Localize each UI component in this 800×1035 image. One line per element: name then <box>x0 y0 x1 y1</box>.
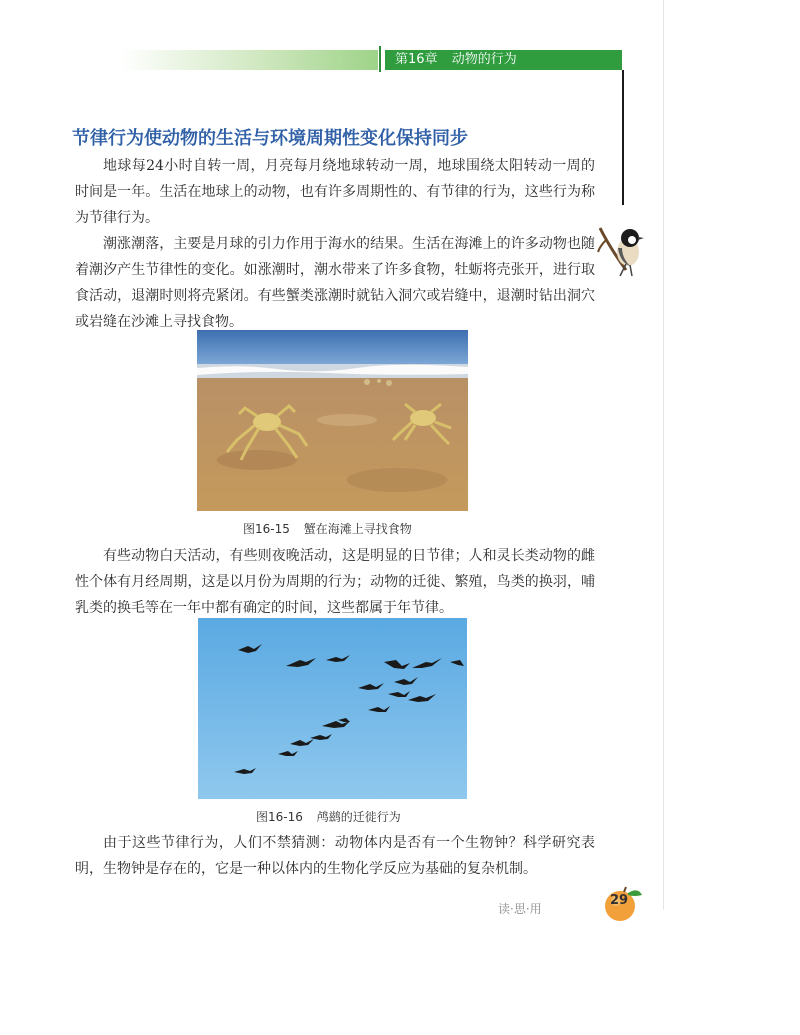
figure-16-16-text: 鸬鹚的迁徙行为 <box>316 810 401 824</box>
chapter-header <box>385 50 622 70</box>
bird-icon <box>596 218 646 278</box>
paragraph-2: 潮涨潮落，主要是月球的引力作用于海水的结果。生活在海滩上的许多动物也随着潮汐产生节律性的变化。如涨潮时，潮水带来了许多食物，牡蛎将壳张开，进行取食活动，退潮时则将壳紧闭。有些蟹类涨潮时就钻入洞穴或岩缝中，退潮时钻出洞穴或岩缝在沙滩上寻找食物。 <box>75 236 595 330</box>
figure-16-15-number: 图16-15 <box>243 522 290 536</box>
header-gradient-bar <box>120 50 378 70</box>
page-edge <box>663 0 664 910</box>
figure-16-15-caption <box>243 520 412 537</box>
figure-16-15-text: 蟹在海滩上寻找食物 <box>303 522 412 536</box>
header-separator <box>379 46 381 72</box>
figure-16-16-number: 图16-16 <box>256 810 303 824</box>
paragraph-3: 有些动物白天活动，有些则夜晚活动，这是明显的日节律；人和灵长类动物的雌性个体有月经周期，这是以月份为周期的行为；动物的迁徙、繁殖，鸟类的换羽，哺乳类的换毛等在一年中都有确定的时间，这些都属于年节律。 <box>75 548 595 616</box>
page-number: 29 <box>609 893 629 908</box>
paragraph-1: 地球每24小时自转一周，月亮每月绕地球转动一周，地球围绕太阳转动一周的时间是一年。生活在地球上的动物，也有许多周期性的、有节律的行为，这些行为称为节律行为。 <box>75 158 595 226</box>
crab-beach-photo <box>197 330 468 511</box>
footer-text: 读·思·用 <box>498 902 542 916</box>
cormorant-flight-photo <box>198 618 467 799</box>
paragraph-4: 由于这些节律行为，人们不禁猜测：动物体内是否有一个生物钟？科学研究表明，生物钟是存在的，它是一种以体内的生物化学反应为基础的复杂机制。 <box>75 835 595 877</box>
figure-16-16-caption <box>256 808 401 825</box>
chapter-title: 动物的行为 <box>451 52 517 67</box>
section-title: 节律行为使动物的生活与环境周期性变化保持同步 <box>72 128 468 149</box>
margin-rule <box>622 70 624 205</box>
chapter-number: 第16章 <box>395 52 438 67</box>
